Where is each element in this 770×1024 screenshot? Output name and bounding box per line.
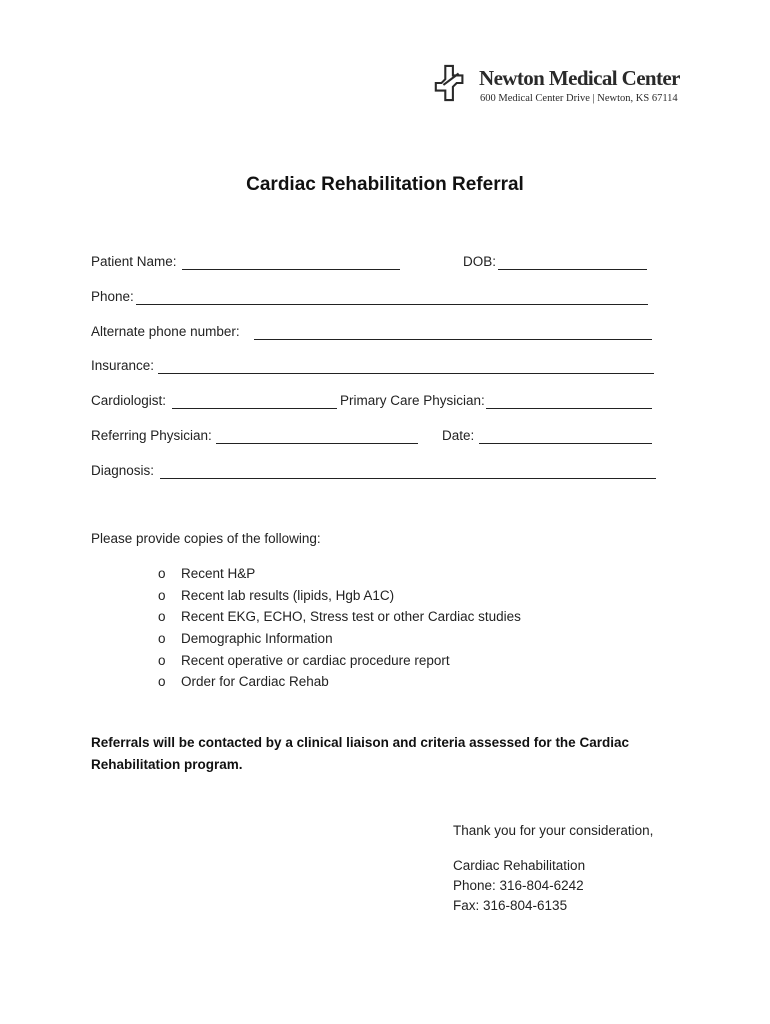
bullet-marker: o	[158, 566, 166, 581]
phone-row	[91, 289, 661, 309]
requirements-intro: Please provide copies of the following:	[91, 531, 321, 546]
diagnosis-field[interactable]	[160, 478, 656, 479]
bullet-marker: o	[158, 587, 166, 603]
alternate-phone-field[interactable]	[254, 339, 652, 340]
primary-care-physician-field[interactable]	[486, 408, 652, 409]
contact-department: Cardiac Rehabilitation	[453, 858, 586, 873]
contact-phone: Phone: 316-804-6242	[453, 878, 584, 893]
date-field[interactable]	[479, 443, 652, 444]
insurance-field[interactable]	[158, 373, 654, 374]
list-item-text: Recent operative or cardiac procedure report	[181, 652, 450, 668]
contact-block	[453, 856, 585, 916]
referring-physician-label: Referring Physician:	[91, 428, 212, 443]
list-item-text: Recent H&P	[181, 566, 256, 581]
bullet-marker: o	[158, 609, 166, 625]
newton-medical-center-logo	[432, 62, 694, 108]
patient-name-label: Patient Name:	[91, 254, 177, 269]
bullet-marker: o	[158, 674, 166, 690]
phone-label: Phone:	[91, 289, 134, 304]
list-item-text: Recent EKG, ECHO, Stress test or other Cardiac studies	[181, 609, 521, 625]
alternate-phone-row	[91, 324, 661, 344]
closing-thanks: Thank you for your consideration,	[453, 823, 654, 838]
contact-fax: Fax: 316-804-6135	[453, 898, 568, 913]
referring-row	[91, 428, 661, 448]
patient-name-field[interactable]	[182, 269, 400, 270]
dob-field[interactable]	[498, 269, 647, 270]
referring-physician-field[interactable]	[216, 443, 418, 444]
referral-note: Referrals will be contacted by a clinical liaison and criteria assessed for the Cardiac Rehabilitation program.	[91, 735, 629, 772]
bullet-marker: o	[158, 652, 166, 668]
alternate-phone-label: Alternate phone number:	[91, 324, 240, 339]
list-item-text: Recent lab results (lipids, Hgb A1C)	[181, 587, 395, 603]
list-item-text: Order for Cardiac Rehab	[181, 674, 329, 690]
org-address: 600 Medical Center Drive | Newton, KS 67114	[480, 93, 678, 104]
insurance-label: Insurance:	[91, 358, 155, 373]
cardiologist-field[interactable]	[172, 408, 337, 409]
org-name: Newton Medical Center	[479, 66, 680, 90]
page-title: Cardiac Rehabilitation Referral	[246, 174, 524, 195]
cardiologist-label: Cardiologist:	[91, 393, 167, 408]
cross-icon	[432, 64, 470, 102]
diagnosis-row	[91, 463, 661, 483]
physicians-row	[91, 393, 661, 413]
dob-label: DOB:	[463, 254, 497, 269]
primary-care-physician-label: Primary Care Physician:	[340, 393, 485, 408]
patient-name-row	[91, 254, 661, 274]
bullet-marker: o	[158, 631, 166, 647]
diagnosis-label: Diagnosis:	[91, 463, 155, 478]
list-item-text: Demographic Information	[181, 631, 333, 647]
date-label: Date:	[442, 428, 475, 443]
insurance-row	[91, 358, 661, 378]
phone-field[interactable]	[136, 304, 648, 305]
